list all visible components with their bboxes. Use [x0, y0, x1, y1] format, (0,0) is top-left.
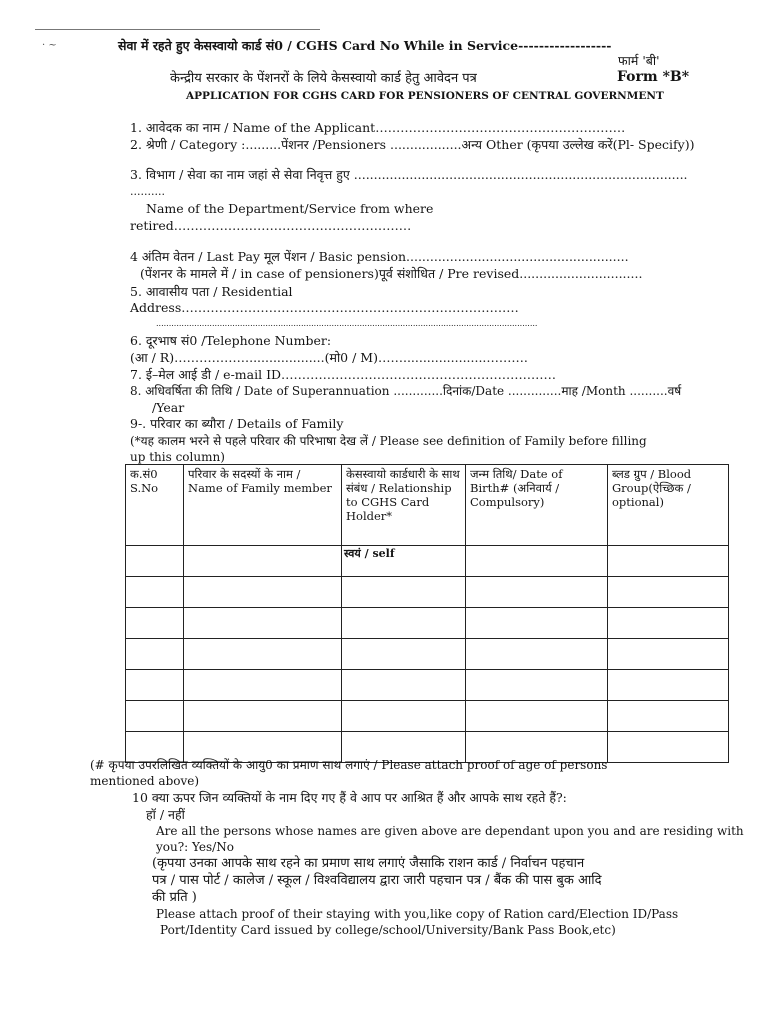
form-label: Form *B*	[617, 69, 690, 85]
question-10-en-2: you?: Yes/No	[156, 840, 234, 854]
field-address: Address………………………………………………………………………	[130, 300, 519, 315]
table-row	[126, 546, 729, 577]
field-email: 7. ई–मेल आई डी / e-mail ID…………………………………………………………	[130, 367, 557, 382]
question-10-yes-no-hindi: हॉ / नहीं	[146, 807, 185, 822]
field-telephone-numbers: (आ / R)………………...................(मो0 / M)…….....................……….	[130, 350, 528, 365]
cell[interactable]	[466, 546, 608, 577]
table-row	[126, 701, 729, 732]
col-blood-group: ब्लड ग्रुप / Blood Group(ऐच्छिक / optional)	[608, 465, 729, 546]
cell[interactable]	[608, 546, 729, 577]
question-10-en: Are all the persons whose names are given above are dependant upon you and are residing with	[156, 824, 744, 838]
cell[interactable]	[608, 701, 729, 732]
cell[interactable]	[466, 701, 608, 732]
cell[interactable]	[608, 577, 729, 608]
cell[interactable]	[342, 608, 466, 639]
proof-note-hindi-3: की प्रति )	[152, 890, 197, 905]
field-last-pay: 4 अंतिम वेतन / Last Pay मूल पेंशन / Basic pension........................................................	[130, 249, 629, 264]
family-definition-note: (*यह कालम भरने से पहले परिवार की परिभाषा देख लें / Please see definition of Family before filling	[130, 434, 647, 448]
field-applicant-name: 1. आवेदक का नाम / Name of the Applicant……………………………………………………	[130, 120, 626, 135]
table-row	[126, 639, 729, 670]
cell[interactable]	[126, 608, 184, 639]
cell[interactable]	[126, 546, 184, 577]
cell[interactable]	[126, 670, 184, 701]
cell[interactable]	[608, 670, 729, 701]
family-definition-note-2: up this column)	[130, 450, 225, 464]
form-title-hindi: केन्द्रीय सरकार के पेंशनरों के लिये केसस्वायो कार्ड हेतु आवेदन पत्र	[170, 71, 477, 86]
scan-mark: · ~	[42, 40, 57, 51]
form-title: APPLICATION FOR CGHS CARD FOR PENSIONERS OF CENTRAL GOVERNMENT	[186, 90, 664, 102]
proof-note-en-2: Port/Identity Card issued by college/school/University/Bank Pass Book,etc)	[160, 923, 616, 937]
cell[interactable]	[126, 577, 184, 608]
field-category: 2. श्रेणी / Category :.........पेंशनर /Pensioners ..................अन्य Other (कृपया उल्लेख करें(Pl- Specify))	[130, 137, 695, 152]
field-residential: 5. आवासीय पता / Residential	[130, 284, 293, 299]
proof-note-hindi-2: पत्र / पास पोर्ट / कालेज / स्कूल / विश्वविद्यालय द्वारा जारी पहचान पत्र / बैंक की पास बुक आदि	[152, 873, 602, 888]
col-date-of-birth: जन्म तिथि/ Date of Birth# (अनिवार्य / Compulsory)	[466, 465, 608, 546]
field-retired: retired…………………………………………………	[130, 218, 412, 233]
field-department-hindi: 3. विभाग / सेवा का नाम जहां से सेवा निवृत्त हुए ....................................................................................	[130, 167, 688, 182]
form-label-hindi: फार्म 'बी'	[618, 53, 660, 68]
field-department-en: Name of the Department/Service from where	[146, 201, 434, 216]
cell[interactable]	[126, 701, 184, 732]
cell[interactable]	[608, 608, 729, 639]
table-header-row	[126, 465, 729, 546]
cell[interactable]	[342, 639, 466, 670]
cell[interactable]	[466, 670, 608, 701]
table-row	[126, 608, 729, 639]
family-table	[125, 464, 729, 763]
cell[interactable]	[342, 670, 466, 701]
cell[interactable]	[184, 546, 342, 577]
cell[interactable]	[184, 670, 342, 701]
cell[interactable]	[608, 732, 729, 763]
field-telephone: 6. दूरभाष सं0 /Telephone Number:	[130, 333, 332, 348]
age-proof-note-2: mentioned above)	[90, 774, 200, 788]
col-relationship: केसस्वायो कार्डधारी के साथ संबंध / Relationship to CGHS Card Holder*	[342, 465, 466, 546]
top-rule	[35, 29, 320, 30]
cell[interactable]	[126, 639, 184, 670]
cell[interactable]	[342, 701, 466, 732]
col-family-member: परिवार के सदस्यों के नाम / Name of Family member	[184, 465, 342, 546]
question-10: 10 क्या ऊपर जिन व्यक्तियों के नाम दिए गए हैं वे आप पर आश्रित हैं और आपके साथ रहते हैं?:	[132, 790, 567, 805]
age-proof-note: (# कृपया उपरलिखित व्यक्तियों के आयु0 का प्रमाण साथ लगाएं / Please attach proof of age of persons	[90, 758, 608, 772]
self-label: स्वयं / self	[344, 547, 395, 560]
cell[interactable]	[184, 701, 342, 732]
cell[interactable]	[184, 608, 342, 639]
table-row	[126, 670, 729, 701]
field-pre-revised: (पेंशनर के मामले में / in case of pensioners)पूर्व संशोधित / Pre revised...............................	[140, 266, 643, 281]
field-department-dots: ..........	[130, 185, 165, 198]
col-sno: क.सं0 S.No	[126, 465, 184, 546]
cell[interactable]	[608, 639, 729, 670]
field-year: /Year	[152, 400, 185, 415]
proof-note-en: Please attach proof of their staying with you,like copy of Ration card/Election ID/Pass	[156, 907, 679, 921]
proof-note-hindi: (कृपया उनका आपके साथ रहने का प्रमाण साथ लगाएं जैसाकि राशन कार्ड / निर्वाचन पहचान	[152, 856, 585, 871]
cell[interactable]	[184, 639, 342, 670]
cell[interactable]	[466, 608, 608, 639]
field-address-dots: ......................................................................................................................................................	[156, 319, 538, 328]
field-family-details: 9-. परिवार का ब्यौरा / Details of Family	[130, 416, 344, 431]
field-superannuation: 8. अधिवर्षिता की तिथि / Date of Superannuation .............दिनांक/Date ..............माह /Month ..........वर्ष	[130, 384, 682, 398]
table-row	[126, 577, 729, 608]
cell[interactable]	[466, 577, 608, 608]
cell[interactable]	[342, 577, 466, 608]
cell[interactable]	[466, 639, 608, 670]
cell[interactable]	[184, 577, 342, 608]
cghs-card-no-line: सेवा में रहते हुए केसस्वायो कार्ड सं0 / CGHS Card No While in Service------------------	[118, 38, 612, 53]
